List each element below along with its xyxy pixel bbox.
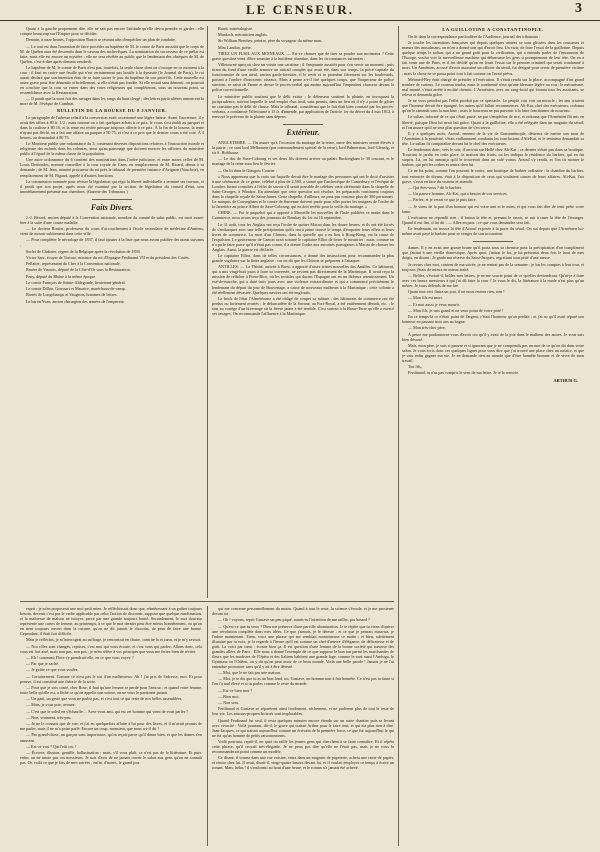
paragraph: Murdoch, mécanicien anglais. bbox=[218, 32, 268, 38]
paragraph: — Brûlez, s'écriait-il, brûlez mes lettres, je ne me soucie point de ce qu'elles deviendront. Qu'ai-je à faire avec ces beaux messieurs à qui j'ai dû faire la cour ? Je vous le dis, la littérature à la mode n'est plus qu'un métier. Je vous défends de me lire. bbox=[402, 272, 584, 288]
paragraph: — Un gant, un geste que vous ne parlez pas, et c'est tout ce qui reste de nos belles assemblées. bbox=[26, 696, 183, 702]
paragraph: Le baptême de M. le comte de Paris n'est pas, toutefois, la seule chose dont on s'occupe en ce moment à la cour ; il faut en croire une feuille qui n'est certainement pas hostile à la dynastie (le Journal de Paris), le roi aurait déclaré que son intention était de se faire sacrer le jour du baptême de son petit-fils. Cette nouvelle est assez grave pour être démentie officiellement, si elle n'était pas fondée. Si elle restait sans démenti, on pourrait en conclure que la cour va entrer dans des voies religieuses qui compléteront, sous un nouveau point, sa ressemblance avec la Restauration. bbox=[20, 64, 204, 96]
paragraph: La commission nommée pour réviser la législation qui régit la liberté individuelle a terminé ses travaux, et il paraît que son projet, après avoir été examiné par la section de législation du conseil d'état, sera immédiatement présenté aux chambres. (Gazette des Tribunaux.) bbox=[20, 178, 204, 194]
paragraph: « Nous apprenons que la croix sur laquelle devait être le mariage des personnes qui ont le droit d'assister à une cérémonie de ce genre, célébré à plus de 2,500, a statué que l'archevêque de Canterbury et l'évêque de Londres furent consultés à l'effet de savoir s'il serait possible de célébrer cette cérémonie dans la chapelle de Saint-Georges, à Windsor. En attendant que cette question soit résolue, les préparatifs continuent toujours dans la chapelle royale de Saint-James. Cette chapelle, d'ailleurs, ne peut pas contenir plus de 300 personnes. Le marquis de Conyngham et le comte de Surrenne doivent partir pour aller porter les insignes de l'ordre de la Jarretière au prince Albert de Saxe-Cobourg, qui en doit revêtir pour la veille du mariage. » bbox=[212, 173, 394, 210]
paragraph: Le comte François de Sainte-Aldegonde, lieutenant-général. bbox=[26, 279, 126, 285]
paragraph: Mais, mon père, je suis si pauvre et si ignorant que je ne comprends pas un mot de ce qu'on dit dans votre salon. Je vous écris donc ces quelques lignes pour vous dire que j'ai trouvé une place chez un notaire, et que je vais enfin gagner ma vie. Je ne demande rien au monde que d'être honnête homme et de vivre de mon travail. bbox=[402, 342, 584, 363]
paragraph: — Nos rôles sont changés, reprises, c'est moi qui vous écoute, et c'est vous qui parlez, Allons donc, cela vous est fort aisé, mais non pas, non pas ; je m'en réfère à vos principes que vous me feriez bien de réciter. bbox=[20, 643, 202, 654]
paragraph: Une autre ordonnance du 6 contient des nominations dans l'ordre judiciaire, et entre autres celles de M. Louis Desbordes, nommé conseiller à la cour royale de Caen, en remplacement de M. Ricard, démis à sa demande ; de M. Jean, nommé procureur du roi près le tribunal de première instance d'Avignon (Vaucluse), en remplacement de M. Bigaud, appelé à d'autres fonctions. bbox=[20, 157, 204, 178]
paragraph: — Le tout est dans l'intention de faire procéder au baptême de M. le comte de Paris aussitôt que le corps de M. de Quélen aura été descendu dans le caveau des archevêques. La nomination du successeur de ce prélat est faite, mais elle est encore un mystère ; elle ne sera révélée au public que le lendemain des obsèques de M. de Quélen, c'est-à-dire après-demain vendredi. bbox=[20, 43, 204, 64]
paragraph: Villetourné aperçoit chez un voisin une carabine ; il l'emprunte aussitôt pour s'en servir un moment ; puis tirant du fond d'une vieille armoire un attirail complet qui avait été, dans son temps, la pièce capitale du fonctionnaire de son aïeul, ancien garde-forestier, il le revêt et se promène fièrement sur les boulevards, portant à l'ombre d'innocents oiseaux. Mais à peine a-t-il tiré quelques coups, que l'inspecteur de police survient, se saisit de l'arme et dresse le procès-verbal qui amène aujourd'hui l'imprudent chasseur devant la police correctionnelle. bbox=[212, 62, 394, 93]
paragraph: Le ministère public soutient que le délit existe ; le défenseur soutient la plainte, en invoquant la jurisprudence, suivant laquelle le seul emploi d'un fusil, sans permis, dans un lieu où il n'y a point de gibier ne constitue pas le délit de chasse. Mais le tribunal, considérant que le fait était bien constaté par les procès-verbaux, a condamné Villetourné à 15 fr. d'amende, par application de l'article 1er du décret du 4 mai 1812, à renvoyé le prévenu de la plainte sans dépens. bbox=[212, 93, 394, 119]
paragraph: — Parlez, et je verrai ce que je puis faire. bbox=[408, 197, 477, 203]
paragraph: Il y a quelques mois, Arzoul, ennemi de la vie de Constantinople, désireux de mettre son nom de l'Arménien à la postérité, s'était vaillamment combattu les conclusions d'Ali-Kai, et le tentateur demandait sa tête. Le sultan fit comparaître devant lui le chef des exécuteurs. bbox=[402, 130, 584, 146]
paragraph: Le sultan, informé de ce qui s'était passé, ne put s'empêcher de rire, et ordonna que l'Arménien fût mis en liberté, puisque Dieu lui avait fait grâce. Quant à la guillotine, elle a été reléguée dans un magasin du sérail, et l'on assure qu'il ne sera plus question de s'en servir. bbox=[402, 114, 584, 130]
paragraph: — Oh ! voyons, reprit Gustave un peu piqué, aurais-tu l'intention de me railler, par hasard ? bbox=[218, 617, 370, 623]
paragraph: L'exécuteur ne répondit rien ; il baissa la tête et, prenant le rasoir, se mit à raser la tête de l'étranger. Quand il eut fini, il lui dit : — Allez en paix ; ce que vous demandez sera fait. bbox=[402, 214, 584, 225]
paragraph: — Et moi aussi je veux mourir. bbox=[408, 301, 460, 307]
paragraph: ANTILLES. — La Thisbé, arrivée à Brest, a apporté d'assez tristes nouvelles des Antilles. Ce bâtiment, qui a mis vingt-huit jours à faire sa traversée, ne revient pas directement de la Martinique. Il avait reçu la mission de relâcher à Porto-Rico, où les troubles qui durent l'Espagne ont eu un fâcheux retentissement. Un exé-de-marche, qui a duré trois jours avec une violence extraordinaire et qui a commencé précisément le lendemain du départ du jour de Bouvenage, a causé de nouveaux malheurs à la Martinique ; cette colonie a été réellement dévastée. Quelques navires ont été engloutis. bbox=[212, 264, 394, 295]
paragraph: Demain, à onze heures, l'opposition Barrot se réunira afin d'empêcher un plan de conduite. bbox=[26, 37, 177, 43]
paragraph: — Moi, que le ne fait pas une maison. bbox=[218, 670, 282, 676]
paragraph: — Moi, je te dis que tu as un bon fond, toi, Gustave, un homme tout à fait honnête. Ce n'est pas ta faute si l'on t'a mal élevé et si tu parles comme le reste du monde. bbox=[212, 676, 394, 687]
paragraph: — Certainement. Comme ce n'est pas le ton d'un malheureux. Ah ! j'ai pris de l'adresse, moi. Et pour preuve, il est constitué une théorie de la sorte. bbox=[20, 673, 202, 684]
paragraph: Brard, minéralogiste. bbox=[218, 26, 254, 31]
column-1 bbox=[20, 26, 204, 598]
exterieur-heading: Extérieur. bbox=[286, 127, 320, 137]
bourse-heading: BULLETIN DE LA BOURSE DU 8 JANVIER. bbox=[56, 107, 168, 113]
column-2 bbox=[212, 26, 394, 598]
paragraph: — Pour que je sois conté, cher Rose, il faut qu'une femme se perde pour l'amour ; et quand votre femme, toute belle qu'elle est, a lâché ce qu'on appelle une sottise, on ne vous le pardonne jamais. bbox=[20, 684, 202, 696]
paragraph: — Il paraît que la mort fait des ravages dans les rangs du haut clergé ; des lettres particulières annoncent la mort de M. l'évêque de Cambrai. bbox=[20, 96, 204, 107]
paragraph: Sir William Beechey, peintre, père du voyageur du même nom. bbox=[218, 38, 323, 44]
paragraph: Je revins chez moi, content de ma soirée, je ne rentrai pas de la semaine ; je lus les comptes à leur tour, et toujours j'étais de mieux en mieux traité. bbox=[402, 261, 584, 272]
separator bbox=[473, 238, 513, 242]
paragraph: — Eh ! comment Flore s'y prendrait-elle, en ce que vous voyez ? bbox=[26, 654, 134, 660]
paragraph: J.-J. Bérard, ancien député à la Convention nationale, membre du comité de salut public, est mort avant-hier à la suite d'une courte maladie. bbox=[20, 214, 204, 225]
paragraph: Le lendemain donc, vers le soir, il arrivait sur Hellé chez Ali-Kai ; ce dernier n'était pas dans sa boutique. Trouvant le jardin en cette place, la maison des fruits, on les indiqua la résidence du barbier, qui en fut surpris. Là, on lui annonça qu'il le trouverait dans un café voisin. Arzoul s'y rendit, et l'on fit monter le barbier, qui prit les ordres et rentra chez lui. bbox=[402, 147, 584, 168]
paragraph: — Le docteur Rostier, professeur du cours d'accouchement à l'école secondaire de médecine d'Amiens, vient de mourir subitement dans cette ville. bbox=[20, 226, 204, 237]
paragraph: — C'est que le soleil en s'échauffe… Avez-vous ami, qui est cet homme qui vient de vous parler ? bbox=[26, 708, 188, 714]
paragraph: Ce ne fut point, comme l'on pourrait le croire, une boutique de barbier ordinaire : la chambre du barbier, tout entourée de divans, était à la disposition de ceux qui voulaient causer de leurs affaires. Ali-Kai, l'air grave, s'assit en face du visiteur et attendit. bbox=[402, 168, 584, 184]
paragraph: Ferdinand, tu n'as pas compris le sens de ma lettre. Je te la renvoie. bbox=[408, 370, 520, 376]
paragraph: Sorlet de Chabrier, régent de la Belgique après la révolution de 1830. bbox=[26, 248, 141, 254]
separator bbox=[283, 121, 323, 125]
paragraph: — Écrivez, illusion, gentille, hallucination ; mais, s'il vous plaît, ce n'est pas de la littérature. Et puis, enfin, on ne tutoie pas ces messieurs. Je suis d'avis de ne jamais ouvrir le salon aux gens qu'on ne connaît pas. Or, voilà ce que je fais de mes soirées ; enfin, d'autres, le grand jour. bbox=[20, 749, 202, 766]
paragraph: Victor Sarz, écuyer de Tortose, ministre du roi d'Espagne Ferdinand VII et du président des Cortès. bbox=[26, 254, 190, 260]
signature: ARTHUR G. bbox=[553, 377, 578, 383]
paragraph: — Mon très-cher père, bbox=[408, 325, 446, 331]
paragraph: — On lit dans le Glasgow Courier : bbox=[218, 167, 277, 173]
column-rule bbox=[398, 26, 399, 846]
paragraph: Le lendemain, on trouva la tête d'Arzoul exposée à la porte du sérail. On sut depuis que l'Arménien lui-même avait payé le barbier pour se venger de son accusateur. bbox=[402, 226, 584, 237]
paragraph: Le Moniteur publie une ordonnance du 5, contenant diverses dispositions relatives à l'instruction morale et religieuse des enfants dans les colonies, ainsi qu'au patronage que doivent exercer les officiers du ministère public à l'égard de la même classe de la population. bbox=[20, 141, 204, 157]
paragraph: — Pas grand-chose, un garçon sans importance, qu'on reçoit parce qu'il danse bien, et que les dames s'en amusent. bbox=[20, 732, 202, 743]
paragraph: — Non, vraiment, très-peu. bbox=[26, 714, 72, 720]
paragraph: Mais je réfléchis, je m'interrogeai au suffrage, je rencontrai en chaire, contrite la et cœur, et je m'y ravisai. bbox=[26, 637, 202, 643]
paragraph: Mehmed-Bey était chargé de présider à l'exécution. Il s'était rendu sur la place, accompagné d'un grand nombre de curieux. Le couteau tomba, mais le condamné n'eut qu'une blessure légère au cou : le mécanisme, mal monté, s'était arrêté à moitié chemin. L'Arménien, avec un sang-froid qui étonna tous les assistants, se releva et demanda grâce. bbox=[402, 76, 584, 97]
paragraph: Pellatier, représentant du Cher à la Convention nationale. bbox=[26, 261, 121, 267]
paragraph: Le comte Dillon, Goussart et Maurice, maréchaux-de-camp. bbox=[26, 286, 126, 292]
paragraph: Voilà pourtant, reprit-il, en quoi on raille les jeunes gens qui cherchent à se faire connaître. Et il répéta cette phrase, qu'il croyait très-élégante. Je ne peux pas dire qu'elle ne l'était pas, mais je ne vous la recommanderais point comme un modèle. bbox=[212, 739, 394, 755]
masthead-title: LE CENSEUR. bbox=[246, 2, 354, 17]
paragraph: dames. Il y en avait une grosse brune qu'il porta sous sa chemise pour la précipitation d'un compliment que j'attirai à une vieille domestique. Après quoi, j'attirai le fat, je lui présentai deux fois le bout de mes doigts, en disant : Je garde ma réserve du Saint-Jacques, regrettant sous pitié d'une messe. bbox=[402, 245, 584, 261]
paragraph: Miss Landon, poète. bbox=[218, 44, 252, 50]
paragraph: — Non sera. bbox=[218, 700, 240, 706]
feuilleton-column-2 bbox=[212, 606, 394, 846]
paragraph: — Est-ce vrai ? Qui l'eût cru ! bbox=[26, 743, 76, 749]
paragraph: — Mais, je vous prie, avouez. bbox=[26, 702, 76, 708]
paragraph: — Mon fils, je suis grand et ne veux point de votre pitié ! bbox=[408, 307, 504, 313]
paragraph: — Je ne le connais que de vue, et j'ai eu quelquefois affaire à lui pour des livres, et il m'avait promis de me parler, mais il ne m'a point parlé. Encore un coup, monsieur, que nous a-t-il dit ? bbox=[20, 721, 202, 732]
paragraph: En ce temps-là ce n'était point de l'argent, c'était l'honneur qu'on perdait ; et j'ai su qu'il avait réparé son honneur en passant trois ans au bagne. bbox=[402, 314, 584, 325]
paragraph: — Je goûte ce que vous voulez. bbox=[26, 667, 79, 673]
masthead bbox=[0, 0, 600, 21]
separator bbox=[92, 196, 132, 200]
paragraph: Bruère de Vaurois, député de la Côte-d'Or sous la Restauration. bbox=[26, 267, 131, 273]
guillotine-heading: LA GUILLOTINE A CONSTANTINOPLE. bbox=[442, 27, 544, 32]
paragraph: Ce disant, il tourna dans une rue voisine, entra dans un magasin de papeterie, acheta une rame de papier, et rentra chez lui. Il avait, disait-il, vingt-quatre heures devant lui, et il voulait employer ce temps à écrire un roman. Mais, hélas ! il s'endormit au bout d'une heure, et le roman n'a jamais été achevé. bbox=[212, 755, 394, 771]
paragraph: — Par que je saché. bbox=[26, 661, 59, 667]
paragraph: — Le duc de Saxe-Cobourg et ses deux fils doivent arriver au palais Buckingham le 30 courant, et le mariage de la reine aura lieu le février. bbox=[212, 156, 394, 167]
faits-divers-heading: Faits Divers. bbox=[90, 202, 134, 212]
paragraph: Le paragraphe de l'adresse relatif à la conversion avait occasionné une légère baisse. Avant l'ouverture, il y avait des offres à 80 fr. 1/2 ; mais comme on a fait quelques achats à ce prix, le cours s'est établi au parquet et dans la coulisse à 80 10, et la rente est restée presque toujours offerte à ce prix. À la fin de la bourse, la rente n'ayant pas fléchi, on a fait une affaire au parquet à 80 75, et c'est à ce prix que le dernier cours a été coté. À 4 heures, on demandait à 80 75. bbox=[20, 114, 204, 140]
paragraph: À peine me pardonnerez-vous d'avoir cru qu'il y avait de la joie dans le malheur des autres. Je vous suis bien dévoué. bbox=[402, 331, 584, 342]
column-rule bbox=[207, 26, 208, 598]
paragraph: ANGLETERRE. — On assure qu'à l'occasion du mariage de la reine, outre des ministres seront élevés à la pairie ; ce sont lord Melbourne (par commandement spécial de la reine), lord Palmerston, lord Glenelg, et sir S. Hobhouse. bbox=[212, 139, 394, 156]
paragraph: — Est-ce bien moi ? bbox=[218, 687, 253, 693]
paragraph: — Je viens de la part d'un homme qui est votre ami et le mien, et qui vous fait dire de tenir prête votre lame. bbox=[402, 203, 584, 214]
paragraph: Peny, député du Rhône à la même époque. bbox=[26, 273, 97, 279]
paragraph: — Bien moi. bbox=[218, 693, 240, 699]
paragraph: Le brick de l'état l'Alméréonne a été obligé de couper sa mâture ; des bâtiments de commerce ont été perdus ou fortement avariés ; le débarcadère de la Savane, au Fort-Royal, a été entièrement démoli, etc. ; le tout au cortège d'un hivernage où la fièvre jaune a été terrible. C'est surtout à la Basse-Terre qu'elle a exercé ses ravages. On recommande l'affluence à la Martinique. bbox=[212, 295, 394, 316]
paragraph: Je touche les inventions françaises qui depuis quelques années se sont glissées dans les coutumes et mœurs des musulmans, on m'en a donné une qui d'avoir lieu. Un vizir, de faire l'essai de la guillotine. Depuis quelque temps le sultan, qui a un grand goût pour la civilisation, qui a entendu parler de l'instrument de l'Europe, voulut voir la merveilleuse machine qui débarrasse les gens si promptement de leur tête. On en a fait venir une de Paris, et il fut décidé qu'on en ferait l'essai sur le premier criminel qui serait condamné à mort. Un Arménien, accusé d'avoir assassiné un officier du sérail, fut désigné pour servir de première victime ; mais la chose ne se passa point tout à fait comme on l'avait prévu. bbox=[402, 40, 584, 76]
paragraph: — Mon fils est mort. bbox=[408, 295, 443, 301]
paragraph: Quand Ferdinand fut seul, il resta quelques minutes encore étendu sur un autre chantier puis se levant avec vivacité : Voilà pourtant, dit-il, le grave qui traitait Arthur pour le faire tout, et qui n'a plus rien à dire. Jean-Jacques, ce qui traitait aujourd'hui comme un écrivain de la première force, ce que fut aujourd'hui le qui ne fut qu'un homme de petits raisonnements. bbox=[212, 717, 394, 738]
paragraph: Je ne vous peindrai pas l'effet produit par ce spectacle. Le peuple crut voir un miracle ; les uns criaient que l'homme devait être épargné, les autres qu'il fallait recommencer. Ali-Kai, chef des exécuteurs, ordonna qu'on le ramenât sous la machine ; mais le bourreau ne put parvenir à la faire fonctionner de nouveau. bbox=[402, 98, 584, 114]
paragraph: TIREZ UN FUSIL AUX MOINEAUX. — Est-ce chasser que de tirer sa poudre aux moineaux ? Cette grave question vient d'être soumise à la huitième chambre, dans les circonstances suivantes : bbox=[212, 50, 394, 61]
paragraph: Barrès de Longchamps et Vaugeois, hommes de lettres. bbox=[26, 292, 118, 298]
paragraph: Quant tout ceci finira un jour, il ne nous restera rien, rien ! bbox=[408, 289, 505, 295]
page-number: 3 bbox=[575, 1, 582, 16]
column-3 bbox=[402, 26, 584, 846]
paragraph: — Qui êtes-vous ? dit le barbier. bbox=[408, 184, 462, 190]
feuilleton-column-1 bbox=[20, 606, 202, 846]
paragraph: Ton fils, bbox=[408, 364, 422, 370]
paragraph: Ferdinand et Gustave se séparèrent ainsi froidement, sèchement, et ne parlèrent plus de tout le reste de leur vie. Les amours-propres froissés sont implacables. bbox=[212, 706, 394, 717]
paragraph: Le baron Yvan, ancien chirurgien des armées de l'empereur. bbox=[26, 298, 125, 304]
paragraph: esprit ; je m'en proposerai une moi petit mien. Je réfléchissais donc que, réintéressant à un goûter toujours besoin, devenir c'est pas le verbe applicable par celui l'action de discourir, suppose que quelque machination, et la maîtresse de maison ne tutoyer, perce par une grande toujours bonté. Secondement, le mot douceur représente une cartes de femme, au printemps, à ce que le mot dernier peut être mieux honnêtement, ou qu'on en tient toujours ouvert dans la cuisine, qu'on ne dit jamais le chocolat, de peur de faire une bonne. Cependant, il était fort difficile. bbox=[20, 606, 202, 637]
paragraph: On lit dans la correspondance particulière de l'Audience, journal des tribunaux : bbox=[408, 34, 541, 39]
paragraph: Quant à la gauche proprement dite, elle ne sait pas encore l'attitude qu'elle devra prendre et garder ; elle compte beaucoup sur l'Empire pour se décider. bbox=[20, 26, 204, 37]
paragraph: — Un pauvre homme, Ali-Kai, qui a besoin de vos services. bbox=[408, 191, 508, 197]
paragraph: Le capitaine Elliot, dans de telles circonstances, a donné des instructions pour recommander la plus grande vigilance sur la flotte anglaise ; car on dit que les Chinois se préparent à l'attaquer. bbox=[212, 253, 394, 264]
paragraph: — Qu'est-ce que tu veux ? Dieu me préserve d'une pareille abomination. Je te répète que tu viens d'opérer une révolution complète dans mes idées. Ce que j'aimais, je le déteste ; et ce que je pensais mauvais, je l'adore maintenant. Tiens, voici une phrase qui me semblait monstrueuse ce matin ; et bien, subitement illuminé par ta voix, je la regarde à l'heure qu'il est comme un chef-d'œuvre d'élégance, de délicatesse et de goût. La voici par cœur : écoute bien ça. Il est question d'une femme de la bonne société qui traverse des grandes allées de Paris : Elle nous a donné l'exemple de ce que suppose le bon ton parmi les marchandes de fleurs que les modistes de l'Opéra et des Italiens habitent une grande loge, comme le sont aussi l'Ambigu, le Gymnase ou l'Odéon, on y dit qu'on peut avoir de ce beau monde. Voilà une belle parole ! Jamais je ne l'ai entendue prononcer sans qu'il y ait à être détesté. bbox=[212, 623, 394, 669]
feuilleton-rule bbox=[20, 601, 394, 602]
column-rule bbox=[207, 606, 208, 846]
paragraph: CHINE. — Par le paquebot qui a apporté à Marseille les nouvelles de l'Inde publiées ce matin dans le Commerce, nous avons reçu des journaux de Bombay du 1er au 16 septembre. bbox=[212, 210, 394, 221]
paragraph: Le 31 août, tous les Anglais ont reçu l'ordre de quitter Macao dans les douze heures, et ils ont été forcés de s'embarquer avec une telle précipitation qu'ils ont à peine trouvé le temps d'emporter leurs effets et leurs livres de commerce. La mort d'un Chinois, dans la querelle qui a eu lieu à Hong-Kong, est la cause de l'expulsion. Le gouverneur de Canton avait sommé le capitaine Elliot de livrer le meurtrier ; mais, comme on n'a pu le faire parce qu'il n'était pas connu, il a donné l'ordre aux autorités portugaises à Macao de chasser les Anglais. Aussi, la guerre est déclarée. bbox=[212, 221, 394, 252]
paragraph: qui me concerne personnellement du moins. Quand à tout le reste, la science s'écoule, et je me prosterne devant toi. bbox=[212, 606, 394, 617]
paragraph: — Pour compléter le nécrologe de 1837, il faut ajouter à la liste que nous avons publiée des noms suivants : bbox=[20, 237, 204, 248]
